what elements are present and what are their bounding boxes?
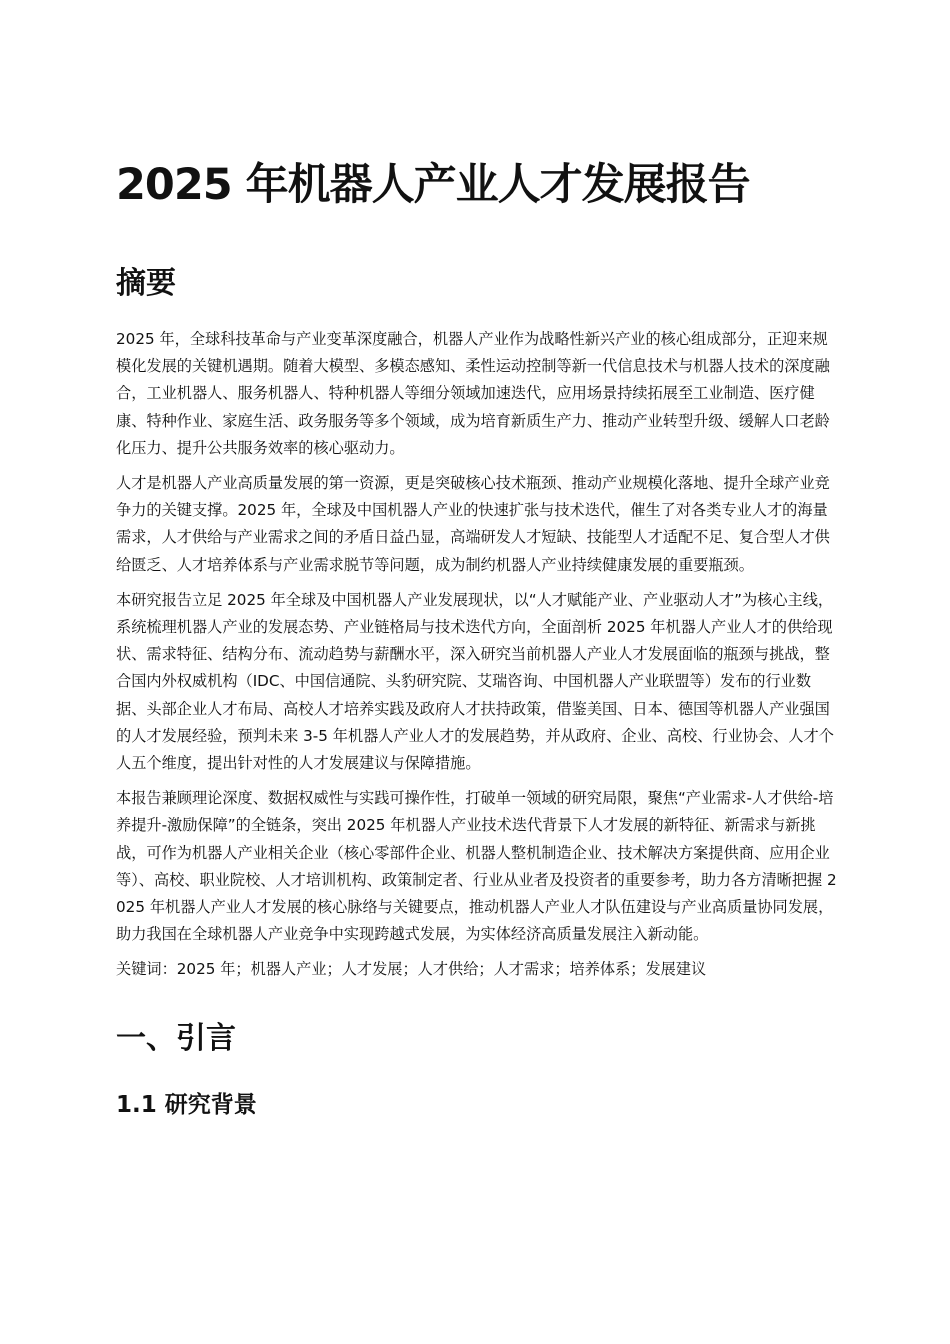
abstract-paragraph-1: 2025 年，全球科技革命与产业变革深度融合，机器人产业作为战略性新兴产业的核心组成部分，正迎来规模化发展的关键机遇期。随着大模型、多模态感知、柔性运动控制等新一代信息技术与机器人技术的深度融合，工业机器人、服务机器人、特种机器人等细分领域加速迭代，应用场景持续拓展至工业制造、医疗健康、特种作业、家庭生活、政务服务等多个领域，成为培育新质生产力、推动产业转型升级、缓解人口老龄化压力、提升公共服务效率的核心驱动力。 [116, 330, 830, 457]
abstract-body [116, 326, 838, 983]
abstract-paragraph-4: 本报告兼顾理论深度、数据权威性与实践可操作性，打破单一领域的研究局限，聚焦“产业需求-人才供给-培养提升-激励保障”的全链条，突出 2025 年机器人产业技术迭代背景下人才发展的新特征、新需求与新挑战，可作为机器人产业相关企业（核心零部件企业、机器人整机制造企业、技术解决方案提供商、应用企业等）、高校、职业院校、人才培训机构、政策制定者、行业从业者及投资者的重要参考，助力各方清晰把握 2025 年机器人产业人才发展的核心脉络与关键要点，推动机器人产业人才队伍建设与产业高质量协同发展，助力我国在全球机器人产业竞争中实现跨越式发展，为实体经济高质量发展注入新动能。 [116, 789, 837, 944]
document-title: 2025 年机器人产业人才发展报告 [116, 160, 750, 210]
subheading-research-background: 1.1 研究背景 [116, 1092, 257, 1119]
abstract-paragraph-3: 本研究报告立足 2025 年全球及中国机器人产业发展现状，以“人才赋能产业、产业驱动人才”为核心主线，系统梳理机器人产业的发展态势、产业链格局与技术迭代方向，全面剖析 2025 年机器人产业人才的供给现状、需求特征、结构分布、流动趋势与薪酬水平，深入研究当前机器人产业人才发展面临的瓶颈与挑战，整合国内外权威机构（IDC、中国信通院、头豹研究院、艾瑞咨询、中国机器人产业联盟等）发布的行业数据、头部企业人才布局、高校人才培养实践及政府人才扶持政策，借鉴美国、日本、德国等机器人产业强国的人才发展经验，预判未来 3-5 年机器人产业人才的发展趋势，并从政府、企业、高校、行业协会、人才个人五个维度，提出针对性的人才发展建议与保障措施。 [116, 590, 834, 773]
keywords-line: 关键词：2025 年；机器人产业；人才发展；人才供给；人才需求；培养体系；发展建议 [116, 960, 707, 979]
chapter-heading-introduction: 一、引言 [116, 1021, 236, 1057]
abstract-paragraph-2: 人才是机器人产业高质量发展的第一资源，更是突破核心技术瓶颈、推动产业规模化落地、提升全球产业竞争力的关键支撑。2025 年，全球及中国机器人产业的快速扩张与技术迭代，催生了对各类专业人才的海量需求，人才供给与产业需求之间的矛盾日益凸显，高端研发人才短缺、技能型人才适配不足、复合型人才供给匮乏、人才培养体系与产业需求脱节等问题，成为制约机器人产业持续健康发展的重要瓶颈。 [116, 474, 830, 574]
abstract-heading: 摘要 [116, 266, 176, 301]
